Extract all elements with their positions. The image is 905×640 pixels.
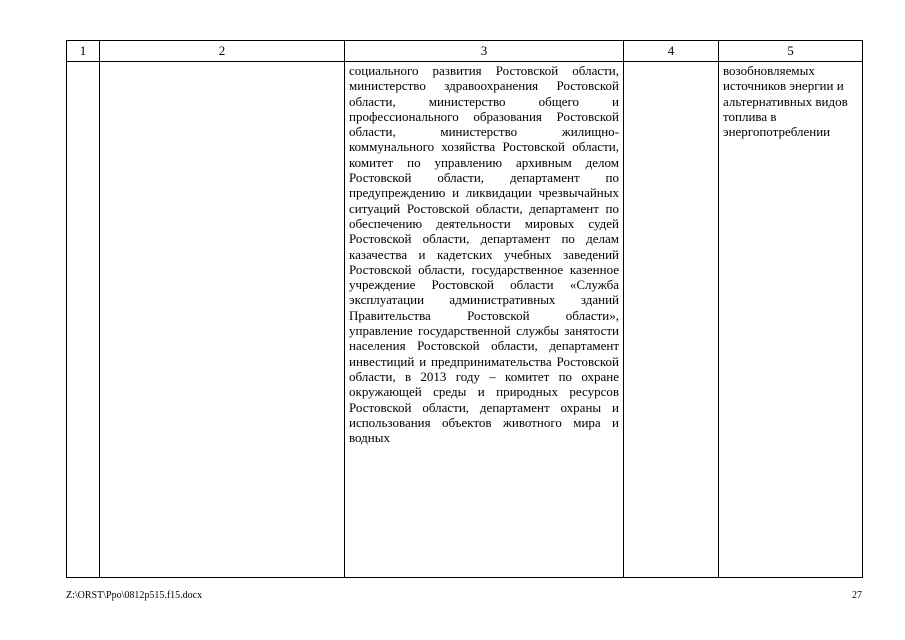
table-row bbox=[67, 62, 863, 578]
column-header-2: 2 bbox=[100, 41, 345, 62]
table-header-row bbox=[67, 41, 863, 62]
executors-text: социального развития Ростовской области, министерство здравоохранения Ростовской области, министерство общего и профессионального образования Ростовской области, министерство жилищно-коммунального хозяйства Ростовской области, комитет по управлению архивным делом Ростовской области, департамент по предупреждению и ликвидации чрезвычайных ситуаций Ростовской области, департамент по обеспечению деятельности мировых судей Ростовской области, департамент по делам казачества и кадетских учебных заведений Ростовской области, государственное казенное учреждение Ростовской области «Служба эксплуатации административных зданий Правительства Ростовской области», управление государственной службы занятости населения Ростовской области, департамент инвестиций и предпринимательства Ростовской области, в 2013 году – комитет по охране окружающей среды и природных ресурсов Ростовской области, департамент охраны и использования объектов животного мира и водных bbox=[349, 63, 619, 446]
cell-col3 bbox=[345, 62, 624, 578]
column-header-4: 4 bbox=[624, 41, 719, 62]
document-table bbox=[66, 40, 863, 578]
cell-col5 bbox=[719, 62, 863, 578]
column-header-5: 5 bbox=[719, 41, 863, 62]
cell-col2 bbox=[100, 62, 345, 578]
column-header-1: 1 bbox=[67, 41, 100, 62]
cell-col4 bbox=[624, 62, 719, 578]
cell-col1 bbox=[67, 62, 100, 578]
footer-file-path: Z:\ORST\Ppo\0812p515.f15.docx bbox=[66, 590, 203, 601]
page-number: 27 bbox=[852, 590, 862, 601]
indicator-text: возобновляемых источников энергии и альтернативных видов топлива в энергопотреблении bbox=[723, 63, 848, 140]
column-header-3: 3 bbox=[345, 41, 624, 62]
